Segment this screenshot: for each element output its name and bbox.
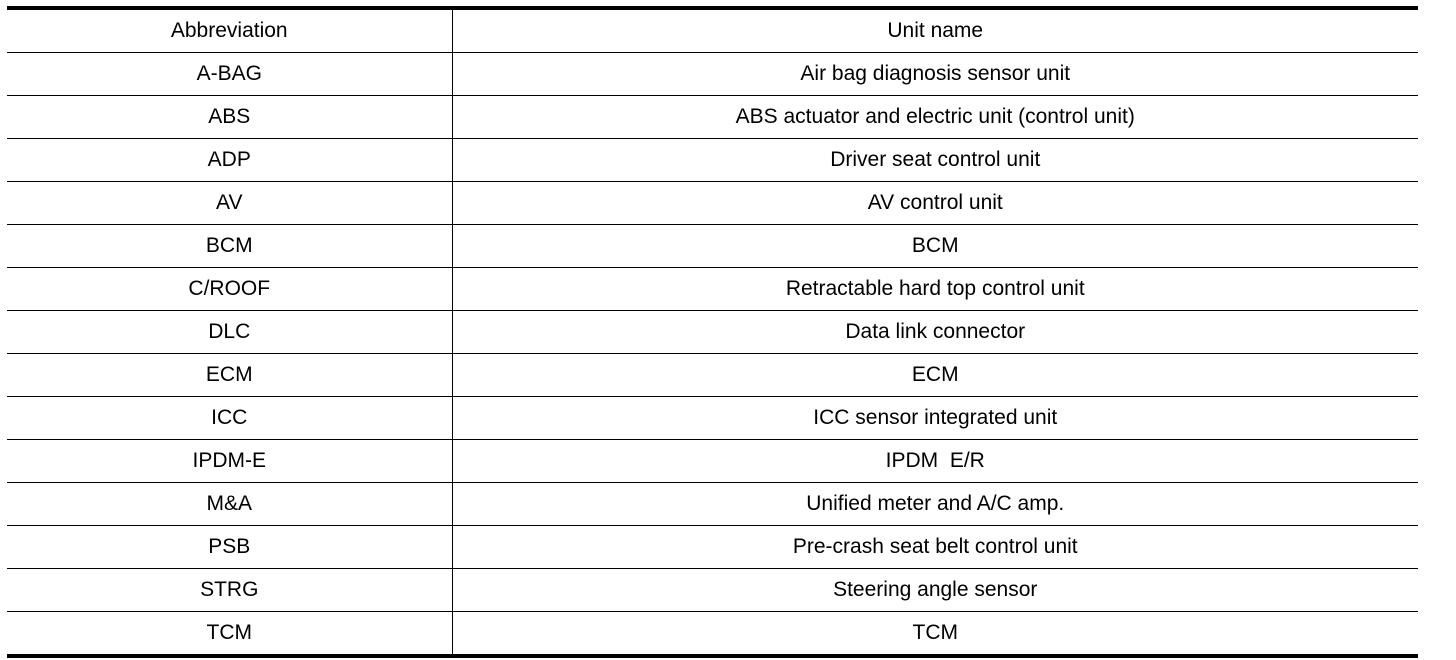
unit-name-cell: Driver seat control unit [452,139,1418,182]
abbreviation-cell: M&A [7,483,452,526]
unit-name-cell: AV control unit [452,182,1418,225]
table-row [7,569,1418,612]
table-row [7,483,1418,526]
unit-name-cell: Unified meter and A/C amp. [452,483,1418,526]
table-row [7,268,1418,311]
abbreviation-cell: DLC [7,311,452,354]
unit-name-cell: IPDM E/R [452,440,1418,483]
abbreviation-cell: ABS [7,96,452,139]
unit-name-cell: TCM [912,621,958,644]
abbreviation-cell: ECM [7,354,452,397]
abbreviation-cell: AV [7,182,452,225]
table-body [7,53,1418,657]
table-row [7,612,1418,657]
table-row [7,182,1418,225]
unit-name-cell: BCM [452,225,1418,268]
abbreviation-cell: TCM [7,612,452,657]
table-header-row [7,8,1418,53]
unit-name-cell: Pre-crash seat belt control unit [452,526,1418,569]
unit-name-cell: Data link connector [452,311,1418,354]
abbreviation-cell: C/ROOF [7,268,452,311]
abbreviation-cell: ICC [7,397,452,440]
unit-name-cell: ECM [452,354,1418,397]
header-unit-name: Unit name [452,8,1418,53]
abbreviation-cell: A-BAG [7,53,452,96]
table-row [7,354,1418,397]
table-row [7,440,1418,483]
unit-name-cell: Retractable hard top control unit [452,268,1418,311]
abbreviation-cell: ADP [7,139,452,182]
unit-name-cell: ABS actuator and electric unit (control unit) [452,96,1418,139]
table-row [7,225,1418,268]
abbreviation-cell: STRG [7,569,452,612]
header-abbreviation: Abbreviation [7,8,452,53]
table-row [7,397,1418,440]
unit-name-cell: ICC sensor integrated unit [452,397,1418,440]
abbreviation-table [7,6,1418,658]
abbreviation-cell: IPDM-E [7,440,452,483]
table-row [7,96,1418,139]
unit-name-cell: Steering angle sensor [452,569,1418,612]
table-row [7,53,1418,96]
abbreviation-cell: BCM [7,225,452,268]
table-row [7,311,1418,354]
unit-name-cell: Air bag diagnosis sensor unit [452,53,1418,96]
abbreviation-cell: PSB [7,526,452,569]
table-row [7,139,1418,182]
table-row [7,526,1418,569]
